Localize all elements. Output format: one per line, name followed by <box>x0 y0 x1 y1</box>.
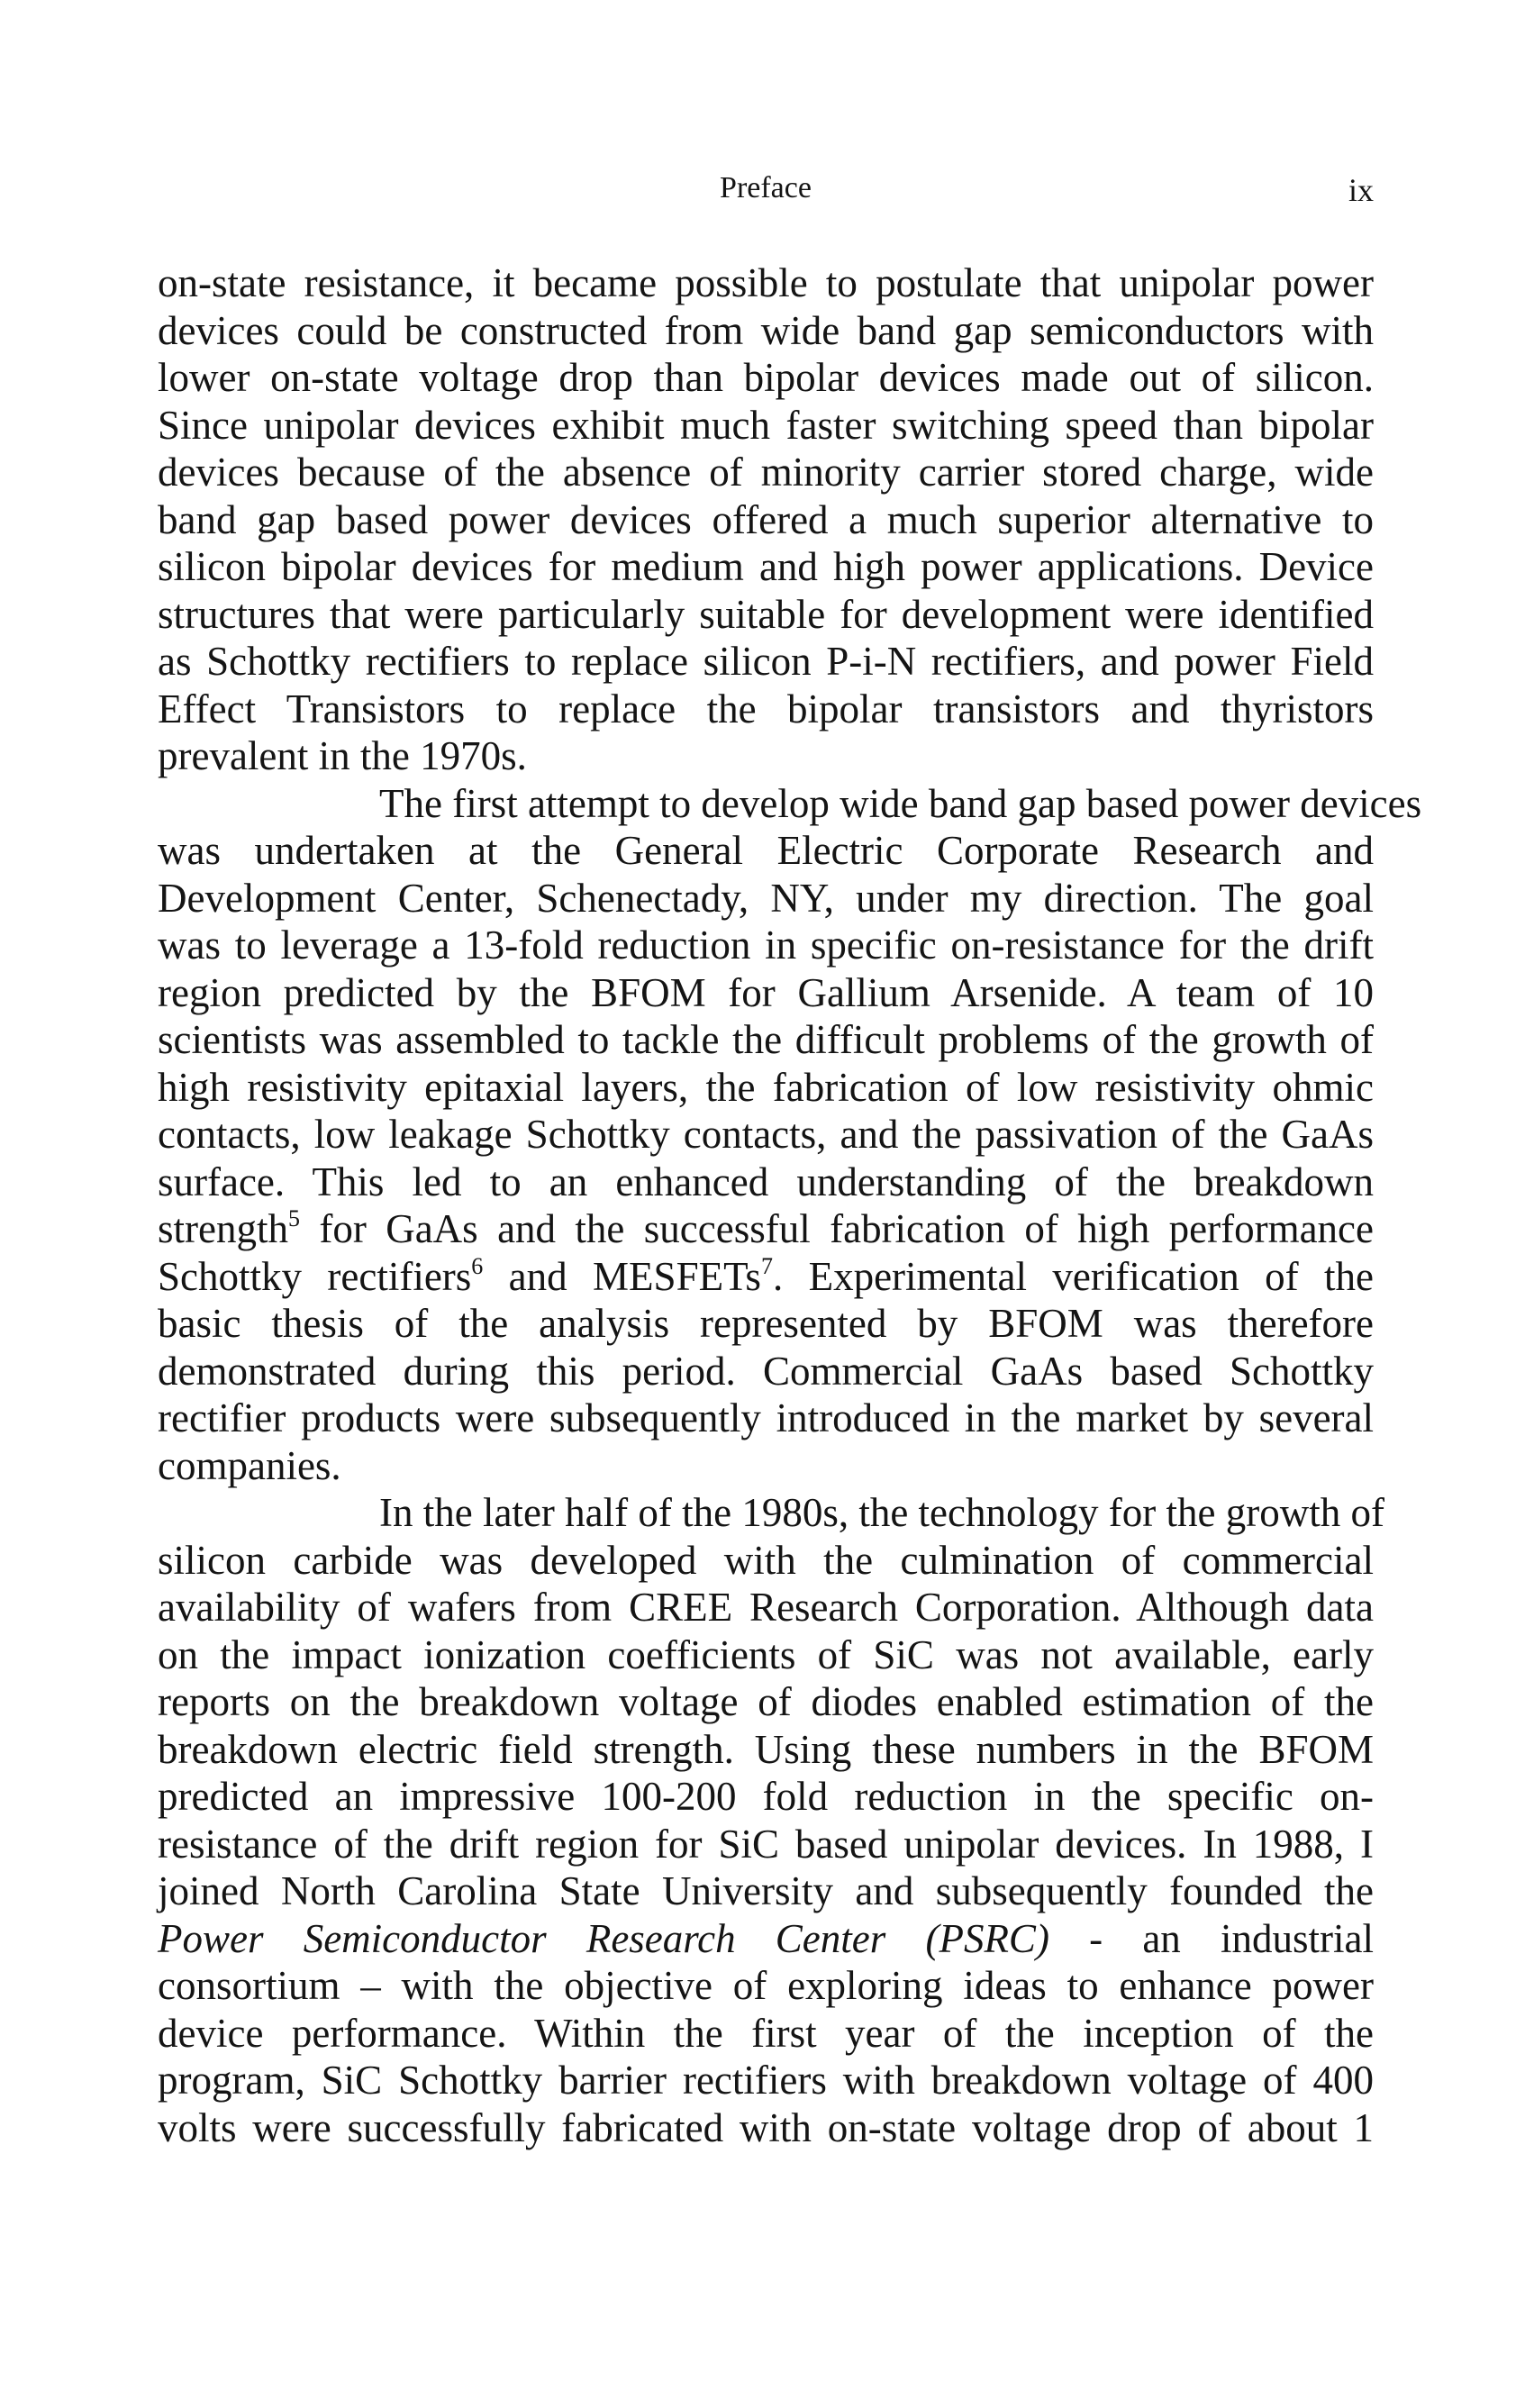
text-line: program, SiC Schottky barrier rectifiers with breakdown voltage of 400 <box>158 2058 1374 2103</box>
text-line: lower on-state voltage drop than bipolar devices made out of silicon. <box>158 355 1374 400</box>
text-segment: . Experimental verification of the <box>772 1253 1375 1299</box>
text-line: breakdown electric field strength. Using these numbers in the BFOM <box>158 1726 1374 1772</box>
header-title: Preface <box>720 171 812 204</box>
text-line: scientists was assembled to tackle the difficult problems of the growth of <box>158 1017 1374 1062</box>
text-line: was to leverage a 13-fold reduction in specific on-resistance for the drift <box>158 922 1374 968</box>
text-line: Since unipolar devices exhibit much faster switching speed than bipolar <box>158 402 1374 448</box>
paragraph-1 <box>158 259 1374 780</box>
text-line: In the later half of the 1980s, the technology for the growth of <box>379 1490 1384 1535</box>
text-line: predicted an impressive 100-200 fold reduction in the specific on- <box>158 1774 1374 1819</box>
text-segment: - an industrial <box>1048 1915 1374 1961</box>
text-line: region predicted by the BFOM for Gallium Arsenide. A team of 10 <box>158 969 1374 1015</box>
text-line-with-footnote <box>158 1205 1374 1253</box>
text-line: The first attempt to develop wide band gap based power devices <box>379 780 1422 826</box>
text-line: as Schottky rectifiers to replace silicon P-i-N rectifiers, and power Field <box>158 639 1374 684</box>
text-line: structures that were particularly suitable for development were identified <box>158 591 1374 637</box>
page-number: ix <box>1348 172 1374 208</box>
text-line: on-state resistance, it became possible to postulate that unipolar power <box>158 260 1374 305</box>
text-line-with-footnote <box>158 1253 1374 1301</box>
text-segment: and MESFETs <box>483 1253 761 1299</box>
text-line: devices because of the absence of minority carrier stored charge, wide <box>158 450 1374 495</box>
text-line: basic thesis of the analysis represented by BFOM was therefore <box>158 1301 1374 1346</box>
text-line: volts were successfully fabricated with on-state voltage drop of about 1 <box>158 2104 1374 2150</box>
text-line: companies. <box>158 1442 341 1488</box>
text-line: was undertaken at the General Electric Corporate Research and <box>158 828 1374 873</box>
text-line: high resistivity epitaxial layers, the fabrication of low resistivity ohmic <box>158 1064 1374 1110</box>
text-line: consortium – with the objective of exploring ideas to enhance power <box>158 1963 1374 2008</box>
text-line: on the impact ionization coefficients of SiC was not available, early <box>158 1631 1374 1677</box>
text-line: devices could be constructed from wide band gap semiconductors with <box>158 307 1374 353</box>
text-segment: Schottky rectifiers <box>158 1253 472 1299</box>
footnote-ref: 6 <box>471 1252 484 1279</box>
paragraph-2 <box>158 780 1422 1490</box>
text-line: reports on the breakdown voltage of diodes enabled estimation of the <box>158 1679 1374 1724</box>
text-line: availability of wafers from CREE Research Corporation. Although data <box>158 1585 1374 1630</box>
text-line: resistance of the drift region for SiC based unipolar devices. In 1988, I <box>158 1821 1374 1867</box>
text-segment: for GaAs and the successful fabrication of high performance <box>299 1206 1374 1251</box>
text-line: rectifier products were subsequently introduced in the market by several <box>158 1395 1374 1440</box>
text-line: surface. This led to an enhanced understanding of the breakdown <box>158 1159 1374 1204</box>
text-line: device performance. Within the first year of the inception of the <box>158 2010 1374 2056</box>
text-line: demonstrated during this period. Commercial GaAs based Schottky <box>158 1348 1374 1394</box>
footnote-ref: 5 <box>287 1205 300 1231</box>
body-text <box>158 259 1422 2151</box>
text-line: Development Center, Schenectady, NY, under my direction. The goal <box>158 875 1374 921</box>
text-line: silicon carbide was developed with the culmination of commercial <box>158 1537 1374 1583</box>
text-line: Effect Transistors to replace the bipolar transistors and thyristors <box>158 686 1374 731</box>
paragraph-3 <box>158 1489 1384 2151</box>
footnote-ref: 7 <box>760 1252 773 1279</box>
text-segment: strength <box>158 1206 288 1251</box>
text-line-with-italic <box>158 1915 1374 1963</box>
italic-center-name: Power Semiconductor Research Center (PSRC) <box>158 1915 1049 1961</box>
text-line: silicon bipolar devices for medium and high power applications. Device <box>158 544 1374 589</box>
text-line: prevalent in the 1970s. <box>158 733 527 778</box>
text-line: contacts, low leakage Schottky contacts, and the passivation of the GaAs <box>158 1112 1374 1157</box>
text-line: band gap based power devices offered a much superior alternative to <box>158 496 1374 542</box>
text-line: joined North Carolina State University and subsequently founded the <box>158 1868 1374 1913</box>
running-header <box>158 171 1374 216</box>
